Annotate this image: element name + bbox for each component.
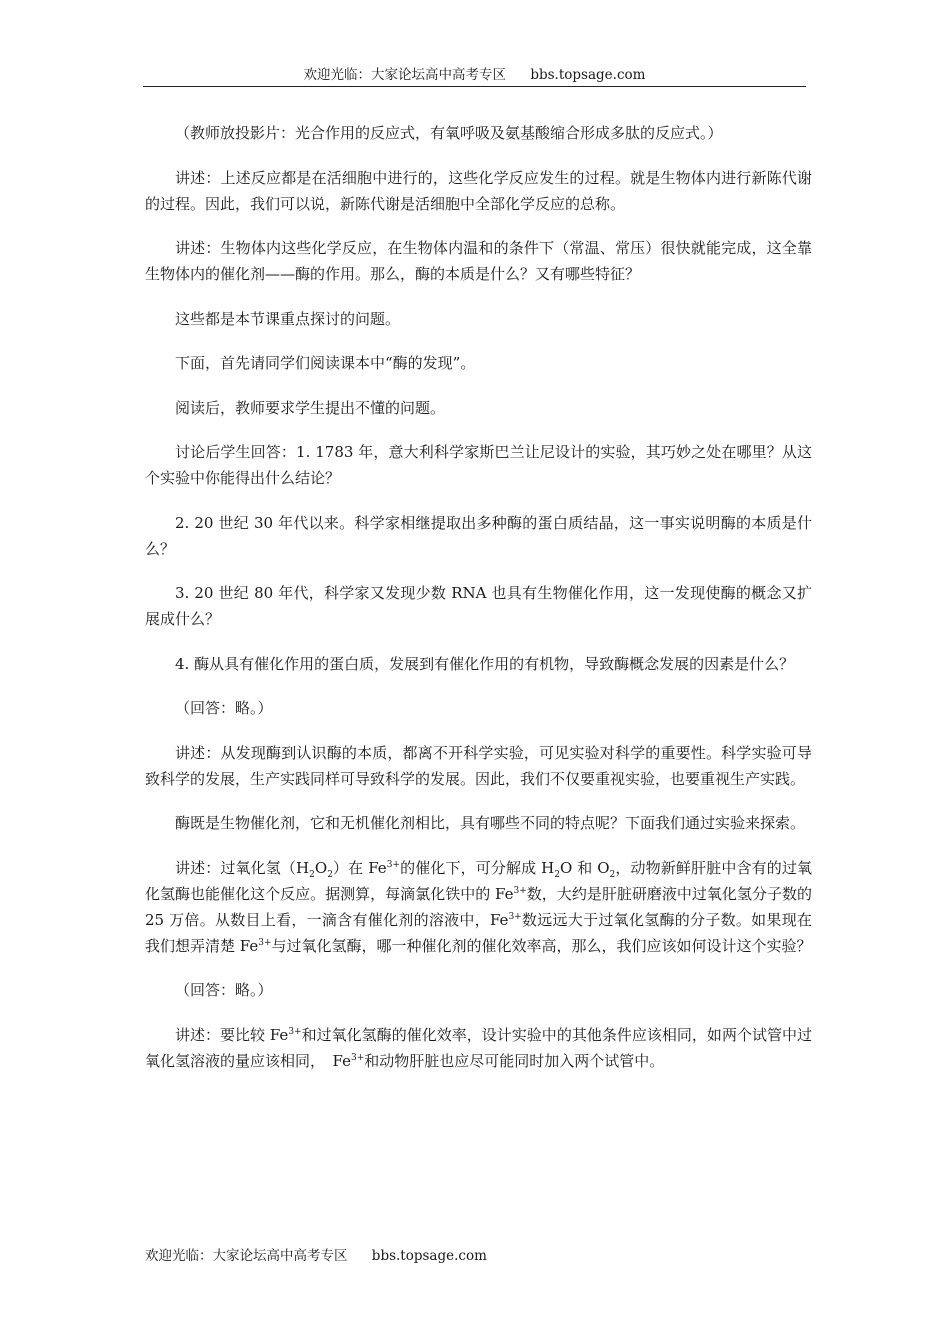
paragraph: 2. 20 世纪 30 年代以来。科学家相继提取出多种酶的蛋白质结晶，这一事实说明酶的本质是什么？: [145, 513, 812, 558]
paragraph-catalase: 讲述：过氧化氢$(H_2O_2)$在 $Fe^{3+}$的催化下，可分解成 $H_2O$ 和 $O_2$，动物新鲜肝脏中含有的过氧化氢酶也能催化这个反应。据测算，每滴氯化铁中的 $Fe^{3+}$数，大约是肝脏研磨液中过氧化氢分子数的 25 万倍。从数目上看，一滴含有催化剂的溶液中，$Fe^{3+}$数远远大于过氧化氢酶的分子数。如果现在我们想弄清楚 $Fe^{3+}$与过氧化氢酶，哪一种催化剂的催化效率高，那么，我们应该如何设计这个实验？: [145, 858, 812, 955]
page-header: [143, 66, 806, 84]
footer-url[interactable]: bbs.topsage.com: [371, 1248, 487, 1264]
header-divider: [143, 86, 806, 87]
paragraph: （回答：略。）: [175, 981, 273, 999]
footer-site-text: 欢迎光临：大家论坛高中高考专区: [145, 1248, 348, 1264]
paragraph: 讨论后学生回答：1. 1783 年，意大利科学家斯巴兰让尼设计的实验，其巧妙之处在哪里？从这个实验中你能得出什么结论？: [145, 443, 812, 487]
document-body: [145, 120, 812, 1092]
paragraph: 这些都是本节课重点探讨的问题。: [175, 309, 401, 328]
paragraph: 4. 酶从具有催化作用的蛋白质，发展到有催化作用的有机物，导致酶概念发展的因素是什么？: [175, 654, 795, 673]
paragraph: 酶既是生物催化剂，它和无机催化剂相比，具有哪些不同的特点呢？下面我们通过实验来探索。: [175, 814, 806, 832]
paragraph: （回答：略。）: [175, 699, 273, 717]
header-site-text: 欢迎光临：大家论坛高中高考专区: [303, 67, 507, 83]
paragraph: 下面，首先请同学们阅读课本中“酶的发现”。: [175, 354, 476, 372]
paragraph: 讲述：从发现酶到认识酶的本质，都离不开科学实验，可见实验对科学的重要性。科学实验可导致科学的发展，生产实践同样可导致科学的发展。因此，我们不仅要重视实验，也要重视生产实践。: [145, 743, 812, 788]
paragraph: 阅读后，教师要求学生提出不懂的问题。: [175, 398, 446, 417]
header-url[interactable]: bbs.topsage.com: [530, 67, 646, 83]
paragraph-experiment-design: 讲述：要比较 $Fe^{3+}$和过氧化氢酶的催化效率，设计实验中的其他条件应该相同，如两个试管中过氧化氢溶液的量应该相同， $Fe^{3+}$和动物肝脏也应尽可能同时加入两个试管中。: [145, 1025, 813, 1070]
paragraph: （教师放投影片：光合作用的反应式，有氧呼吸及氨基酸缩合形成多肽的反应式。）: [175, 124, 723, 142]
paragraph: 讲述：生物体内这些化学反应，在生物体内温和的条件下（常温、常压）很快就能完成，这全靠生物体内的催化剂——酶的作用。那么，酶的本质是什么？又有哪些特征？: [145, 239, 812, 283]
paragraph: 讲述：上述反应都是在活细胞中进行的，这些化学反应发生的过程。就是生物体内进行新陈代谢的过程。因此，我们可以说，新陈代谢是活细胞中全部化学反应的总称。: [145, 168, 812, 213]
page-footer: [145, 1247, 487, 1265]
paragraph: 3. 20 世纪 80 年代，科学家又发现少数 RNA 也具有生物催化作用，这一发现使酶的概念又扩展成什么？: [145, 584, 812, 628]
